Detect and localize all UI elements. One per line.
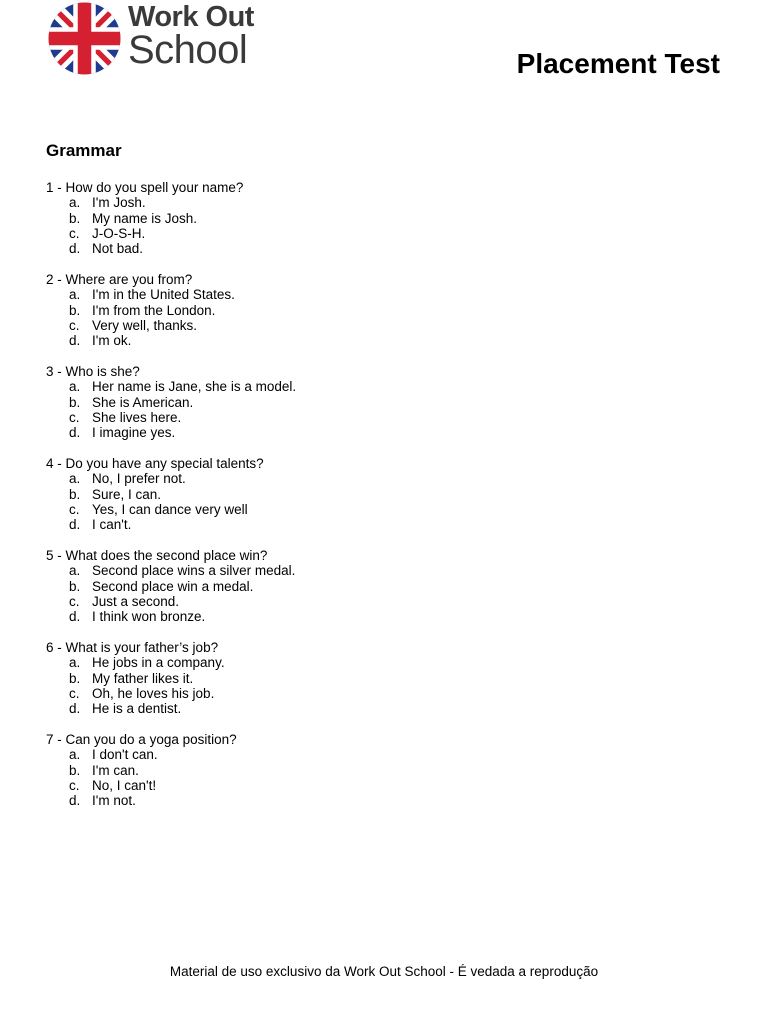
option-text: Not bad.: [92, 241, 144, 257]
section-title: Grammar: [46, 141, 122, 160]
answer-options: [46, 471, 686, 532]
option-letter: d.: [69, 609, 81, 625]
answer-options: [46, 655, 686, 716]
option-letter: a.: [69, 655, 81, 671]
page-footer: Material de uso exclusivo da Work Out School - É vedada a reprodução: [169, 964, 599, 979]
option-letter: c.: [69, 409, 80, 425]
option-text: Second place win a medal.: [92, 578, 254, 594]
answer-option: [46, 594, 686, 609]
option-text: I'm Josh.: [92, 195, 146, 211]
option-text: Very well, thanks.: [92, 317, 198, 333]
option-letter: a.: [69, 747, 81, 763]
question-6: [46, 640, 686, 716]
answer-option: [46, 502, 686, 517]
option-text: She is American.: [92, 394, 194, 410]
option-letter: b.: [69, 670, 81, 686]
brand-logo: [47, 1, 287, 77]
option-text: He is a dentist.: [92, 701, 182, 717]
question-text: 4 - Do you have any special talents?: [46, 455, 264, 471]
answer-option: [46, 303, 686, 318]
answer-option: [46, 379, 686, 394]
answer-option: [46, 563, 686, 578]
brand-name: [128, 3, 254, 70]
question-text: 1 - How do you spell your name?: [46, 180, 244, 195]
option-letter: d.: [69, 425, 81, 441]
option-letter: b.: [69, 302, 81, 318]
answer-option: [46, 579, 686, 594]
option-letter: a.: [69, 195, 81, 211]
answer-options: [46, 195, 686, 256]
option-letter: b.: [69, 578, 81, 594]
option-letter: d.: [69, 333, 81, 349]
question-text: 7 - Can you do a yoga position?: [46, 731, 237, 747]
answer-option: [46, 609, 686, 624]
question-text: 6 - What is your father’s job?: [46, 639, 219, 655]
option-text: I'm can.: [92, 762, 139, 778]
answer-option: [46, 671, 686, 686]
option-text: No, I prefer not.: [92, 471, 186, 487]
option-letter: c.: [69, 593, 80, 609]
question-2: [46, 272, 686, 348]
answer-option: [46, 287, 686, 302]
answer-option: [46, 226, 686, 241]
brand-name-line1: Work Out: [128, 1, 254, 33]
option-letter: a.: [69, 471, 81, 487]
question-5: [46, 548, 686, 624]
option-text: I can't.: [92, 517, 132, 533]
question-list: [46, 180, 686, 824]
question-text: 5 - What does the second place win?: [46, 547, 268, 563]
answer-option: [46, 471, 686, 486]
question-text: 2 - Where are you from?: [46, 271, 193, 287]
option-text: Just a second.: [92, 593, 180, 609]
answer-option: [46, 487, 686, 502]
answer-option: [46, 211, 686, 226]
option-letter: b.: [69, 762, 81, 778]
option-letter: c.: [69, 225, 80, 241]
uk-flag-icon: [47, 1, 122, 76]
option-text: Sure, I can.: [92, 486, 162, 502]
answer-options: [46, 379, 686, 440]
option-text: Yes, I can dance very well: [92, 501, 248, 517]
option-letter: d.: [69, 517, 81, 533]
answer-options: [46, 287, 686, 348]
page-title: Placement Test: [516, 48, 720, 79]
option-text: I imagine yes.: [92, 425, 176, 441]
answer-option: [46, 425, 686, 440]
option-text: My name is Josh.: [92, 210, 198, 226]
option-letter: c.: [69, 317, 80, 333]
option-letter: b.: [69, 210, 81, 226]
option-text: I think won bronze.: [92, 609, 206, 625]
question-1: [46, 180, 686, 256]
answer-option: [46, 517, 686, 532]
option-letter: b.: [69, 486, 81, 502]
option-text: My father likes it.: [92, 670, 194, 686]
option-text: She lives here.: [92, 409, 182, 425]
option-text: I'm from the London.: [92, 302, 216, 318]
option-letter: a.: [69, 379, 81, 395]
answer-option: [46, 410, 686, 425]
question-3: [46, 364, 686, 440]
answer-option: [46, 747, 686, 762]
answer-option: [46, 686, 686, 701]
option-text: I'm in the United States.: [92, 287, 235, 303]
option-text: No, I can't!: [92, 777, 157, 793]
answer-option: [46, 701, 686, 716]
brand-name-line2: School: [128, 28, 248, 72]
option-letter: a.: [69, 563, 81, 579]
answer-option: [46, 333, 686, 348]
answer-option: [46, 763, 686, 778]
answer-option: [46, 318, 686, 333]
answer-option: [46, 395, 686, 410]
option-letter: d.: [69, 241, 81, 257]
answer-option: [46, 778, 686, 793]
option-letter: b.: [69, 394, 81, 410]
answer-option: [46, 241, 686, 256]
question-7: [46, 732, 686, 808]
option-letter: d.: [69, 793, 81, 809]
option-text: Her name is Jane, she is a model.: [92, 379, 297, 395]
option-letter: a.: [69, 287, 81, 303]
option-text: Second place wins a silver medal.: [92, 563, 296, 579]
option-letter: c.: [69, 777, 80, 793]
answer-option: [46, 655, 686, 670]
option-text: I don't can.: [92, 747, 158, 763]
question-4: [46, 456, 686, 532]
answer-option: [46, 195, 686, 210]
question-text: 3 - Who is she?: [46, 363, 140, 379]
option-letter: c.: [69, 501, 80, 517]
option-text: J-O-S-H.: [92, 225, 146, 241]
option-text: I'm not.: [92, 793, 136, 809]
answer-options: [46, 563, 686, 624]
option-letter: c.: [69, 685, 80, 701]
option-text: I'm ok.: [92, 333, 132, 349]
answer-option: [46, 793, 686, 808]
option-letter: d.: [69, 701, 81, 717]
option-text: Oh, he loves his job.: [92, 685, 215, 701]
answer-options: [46, 747, 686, 808]
option-text: He jobs in a company.: [92, 655, 225, 671]
